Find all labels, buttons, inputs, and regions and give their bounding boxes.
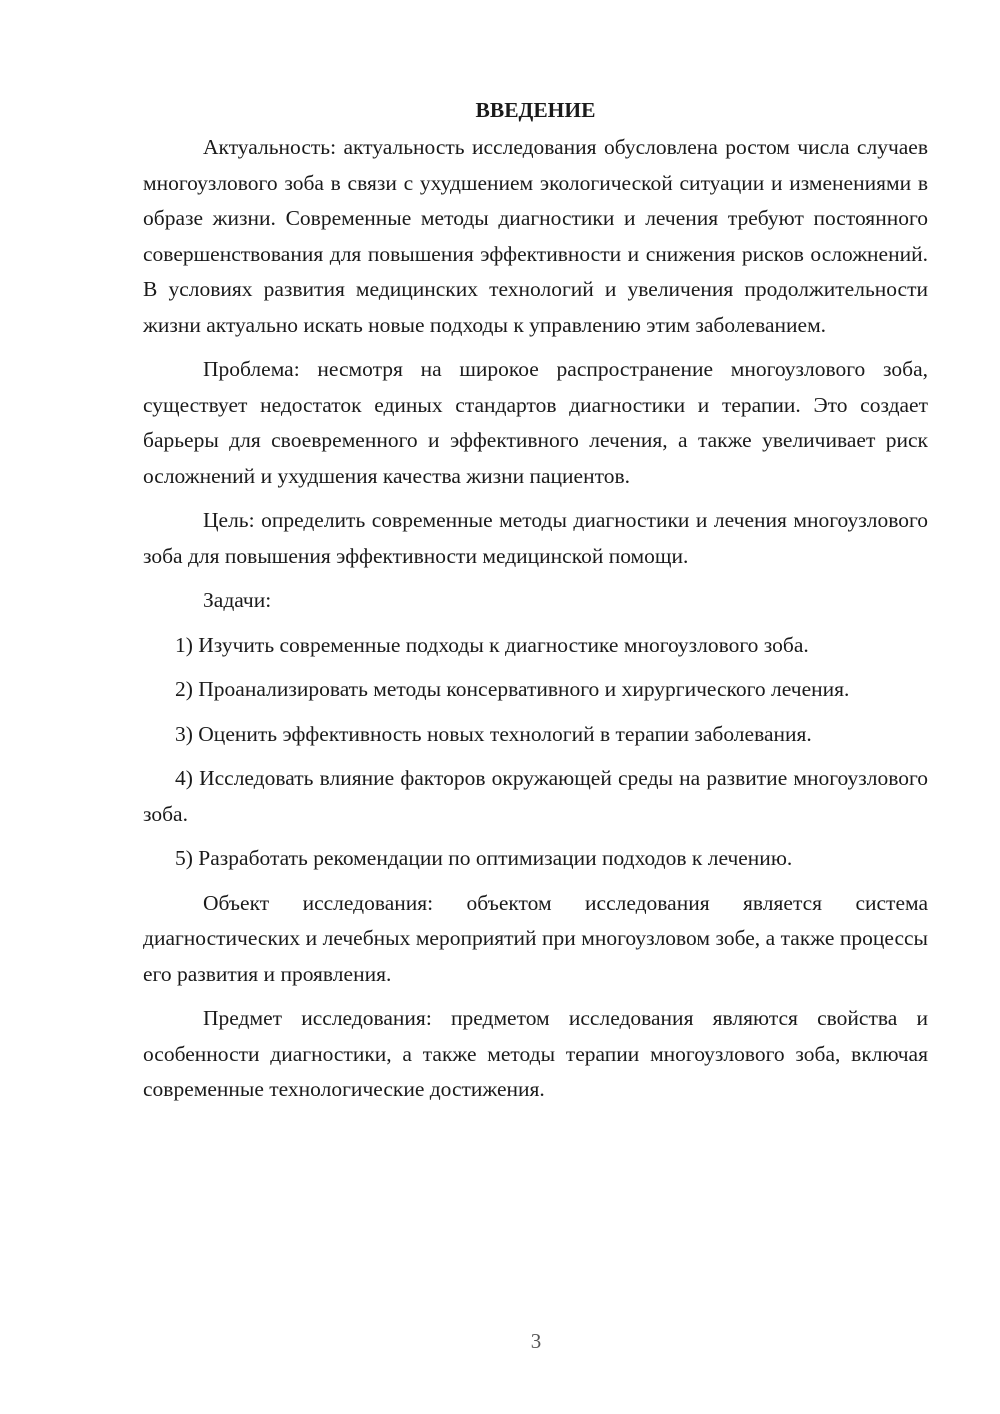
goal-paragraph: Цель: определить современные методы диагностики и лечения многоузлового зоба для повышения эффективности медицинской помощи. [143,508,928,568]
relevance-paragraph: Актуальность: актуальность исследования обусловлена ростом числа случаев многоузлового зоба в связи с ухудшением экологической ситуации и изменениями в образе жизни. Современные методы диагностики и лечения требуют постоянного совершенствования для повышения эффективности и снижения рисков осложнений. В условиях развития медицинских технологий и увеличения продолжительности жизни актуально искать новые подходы к управлению этим заболеванием. [143,135,928,337]
section-title: ВВЕДЕНИЕ [475,98,596,122]
task-item-2: 2) Проанализировать методы консервативного и хирургического лечения. [175,677,850,701]
task-item-3: 3) Оценить эффективность новых технологий в терапии заболевания. [175,721,812,746]
problem-paragraph: Проблема: несмотря на широкое распространение многоузлового зоба, существует недостаток единых стандартов диагностики и терапии. Это создает барьеры для своевременного и эффективного лечения, а также увеличивает риск осложнений и ухудшения качества жизни пациентов. [143,357,928,488]
tasks-heading: Задачи: [203,588,272,612]
task-item-5: 5) Разработать рекомендации по оптимизации подходов к лечению. [175,846,793,870]
task-item-1: 1) Изучить современные подходы к диагностике многоузлового зоба. [175,632,809,657]
task-item-4: 4) Исследовать влияние факторов окружающей среды на развитие многоузлового зоба. [143,766,928,826]
subject-paragraph: Предмет исследования: предметом исследования являются свойства и особенности диагностики, а также методы терапии многоузлового зоба, включая современные технологические достижения. [143,1006,928,1101]
object-paragraph: Объект исследования: объектом исследования является система диагностических и лечебных мероприятий при многоузловом зобе, а также процессы его развития и проявления. [143,890,928,986]
document-page [143,92,928,1117]
page-number: 3 [530,1329,542,1353]
